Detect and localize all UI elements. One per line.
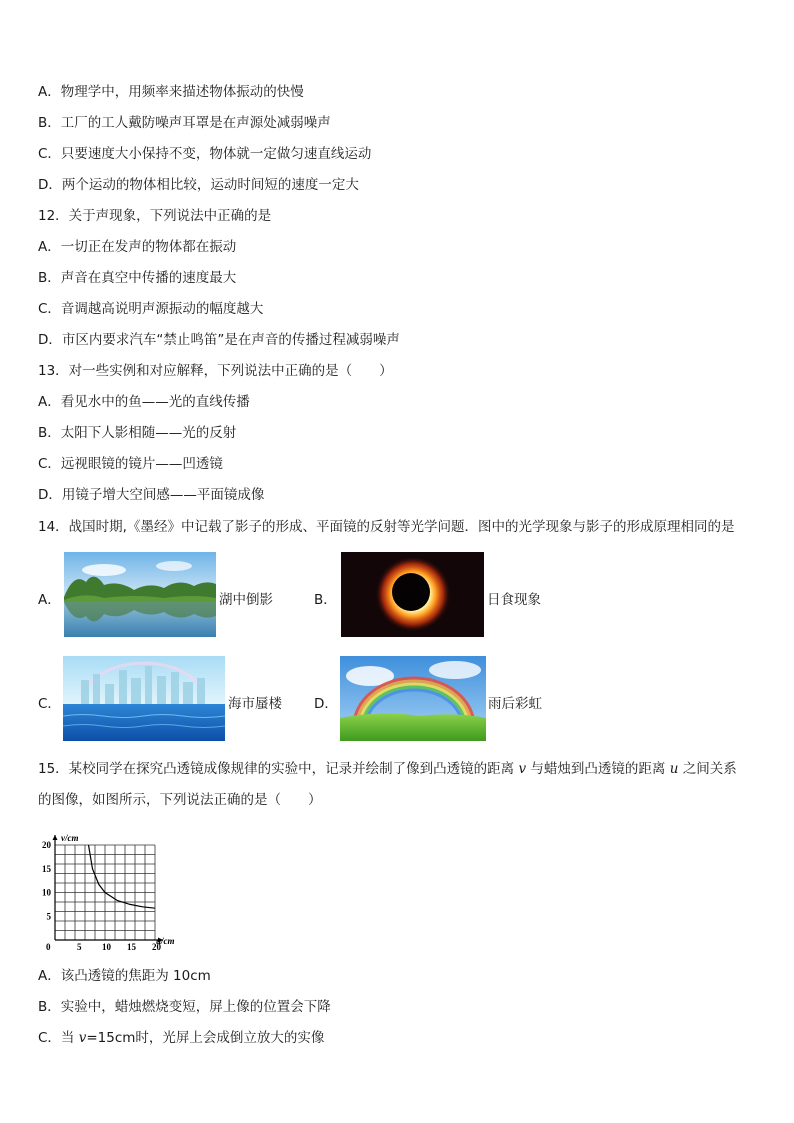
q15-stem-line2: 的图像，如图所示，下列说法正确的是（ ） xyxy=(38,792,322,808)
q14-option-c-caption: 海市蜃楼 xyxy=(228,696,282,712)
q11-option-c: C．只要速度大小保持不变，物体就一定做匀速直线运动 xyxy=(38,146,372,162)
x-tick-label: 10 xyxy=(102,942,111,952)
q12-option-d: D．市区内要求汽车“禁止鸣笛”是在声音的传播过程减弱噪声 xyxy=(38,332,400,348)
y-tick-label: 20 xyxy=(42,840,51,850)
q13-option-c: C．远视眼镜的镜片——凹透镜 xyxy=(38,456,223,472)
x-tick-label: 15 xyxy=(127,942,136,952)
v-u-graph xyxy=(36,822,196,952)
q14-option-a-label: A． xyxy=(38,592,61,608)
q14-option-c-label: C． xyxy=(38,696,61,712)
q15-option-b: B．实验中，蜡烛燃烧变短，屏上像的位置会下降 xyxy=(38,999,331,1015)
q14-option-b-caption: 日食现象 xyxy=(487,592,541,608)
q11-option-a: A．物理学中，用频率来描述物体振动的快慢 xyxy=(38,84,304,100)
mirage-image xyxy=(63,656,225,741)
q14-option-d-caption: 雨后彩虹 xyxy=(488,696,542,712)
lake-reflection-image xyxy=(64,552,216,637)
q15-option-a: A．该凸透镜的焦距为 10cm xyxy=(38,968,211,984)
q12-option-b: B．声音在真空中传播的速度最大 xyxy=(38,270,237,286)
q11-option-b: B．工厂的工人戴防噪声耳罩是在声源处减弱噪声 xyxy=(38,115,331,131)
q15-option-c: C．当 v=15cm时，光屏上会成倒立放大的实像 xyxy=(38,1030,325,1046)
q14-stem: 14．战国时期,《墨经》中记载了影子的形成、平面镜的反射等光学问题．图中的光学现象与影子的形成原理相同的是 xyxy=(38,519,735,535)
y-tick-label: 10 xyxy=(42,887,51,898)
q13-option-a: A．看见水中的鱼——光的直线传播 xyxy=(38,394,250,410)
q13-option-d: D．用镜子增大空间感——平面镜成像 xyxy=(38,487,265,503)
q11-option-d: D．两个运动的物体相比较，运动时间短的速度一定大 xyxy=(38,177,359,193)
q13-stem: 13．对一些实例和对应解释，下列说法中正确的是（ ） xyxy=(38,363,393,379)
q14-option-d-label: D． xyxy=(314,696,338,712)
x-tick-label: 0 xyxy=(46,942,51,952)
v-u-graph-svg xyxy=(36,822,196,952)
rainbow-image xyxy=(340,656,486,741)
solar-eclipse-image xyxy=(341,552,484,637)
q13-option-b: B．太阳下人影相随——光的反射 xyxy=(38,425,237,441)
y-axis-label: v/cm xyxy=(61,833,79,843)
x-axis-label: u/cm xyxy=(156,936,175,946)
x-tick-label: 5 xyxy=(77,942,82,952)
q14-option-a-caption: 湖中倒影 xyxy=(219,592,273,608)
y-tick-label: 15 xyxy=(42,863,51,874)
q12-option-c: C．音调越高说明声源振动的幅度越大 xyxy=(38,301,264,317)
q14-option-b-label: B． xyxy=(314,592,337,608)
x-tick-label: 20 xyxy=(152,942,161,952)
q12-option-a: A．一切正在发声的物体都在振动 xyxy=(38,239,237,255)
q12-stem: 12．关于声现象，下列说法中正确的是 xyxy=(38,208,272,224)
y-tick-label: 5 xyxy=(46,911,51,922)
q15-stem-line1: 15．某校同学在探究凸透镜成像规律的实验中，记录并绘制了像到凸透镜的距离 v 与蜡烛到凸透镜的距离 u 之间关系 xyxy=(38,761,737,777)
y-axis-arrow xyxy=(53,835,58,840)
